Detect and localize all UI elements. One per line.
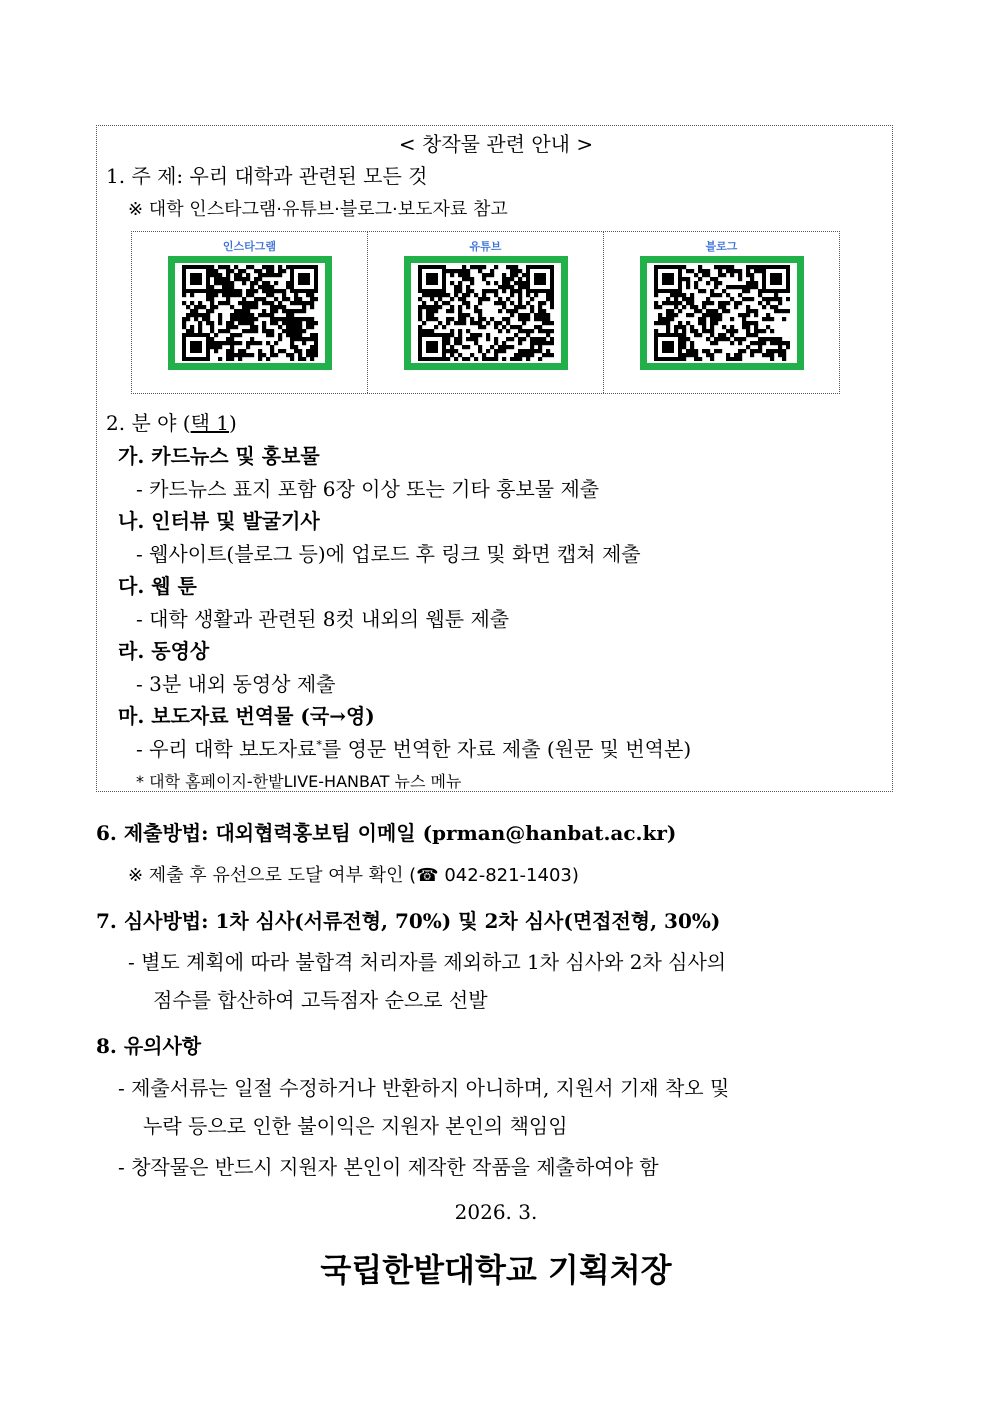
field-d-title: 라. 동영상 <box>118 639 210 663</box>
guide-item-topic: 1. 주 제: 우리 대학과 관련된 모든 것 <box>106 164 428 188</box>
section-7-title: 7. 심사방법: 1차 심사(서류전형, 70%) 및 2차 심사(면접전형, 30%) <box>96 909 721 933</box>
guide-item-topic-note: ※ 대학 인스타그램·유튜브·블로그·보도자료 참고 <box>128 199 508 220</box>
field-e-title: 마. 보도자료 번역물 (국→영) <box>118 704 375 728</box>
section-8-bullet1-line2: 누락 등으로 인한 불이익은 지원자 본인의 책임임 <box>143 1114 568 1138</box>
section-7-line1: - 별도 계획에 따라 불합격 처리자를 제외하고 1차 심사와 2차 심사의 <box>128 950 727 974</box>
qr-cell-instagram <box>132 232 367 393</box>
field-b-title: 나. 인터뷰 및 발굴기사 <box>118 509 320 533</box>
guide-item-field: 2. 분 야 (택 1) <box>106 411 237 435</box>
field-c-desc: - 대학 생활과 관련된 8컷 내외의 웹툰 제출 <box>136 607 510 631</box>
document-date: 2026. 3. <box>454 1200 538 1224</box>
qr-code-icon[interactable] <box>418 265 554 361</box>
qr-code-icon[interactable] <box>182 265 318 361</box>
qr-frame <box>640 256 804 370</box>
qr-frame <box>168 256 332 370</box>
section-6-note: ※ 제출 후 유선으로 도달 여부 확인 (☎ 042-821-1403) <box>128 865 579 886</box>
field-b-desc: - 웹사이트(블로그 등)에 업로드 후 링크 및 화면 캡쳐 제출 <box>136 542 641 566</box>
signature-title: 국립한밭대학교 기획처장 <box>320 1251 672 1289</box>
section-8-title: 8. 유의사항 <box>96 1034 202 1058</box>
field-d-desc: - 3분 내외 동영상 제출 <box>136 672 336 696</box>
section-8-bullet2: - 창작물은 반드시 지원자 본인이 제작한 작품을 제출하여야 함 <box>118 1155 659 1179</box>
field-e-note: * 대학 홈페이지-한밭LIVE-HANBAT 뉴스 메뉴 <box>136 772 462 791</box>
qr-label: 블로그 <box>705 240 738 253</box>
section-6-title: 6. 제출방법: 대외협력홍보팀 이메일 (prman@hanbat.ac.kr) <box>96 821 677 845</box>
section-7-line2: 점수를 합산하여 고득점자 순으로 선발 <box>153 988 488 1012</box>
guide-heading: < 창작물 관련 안내 > <box>398 132 594 156</box>
field-a-title: 가. 카드뉴스 및 홍보물 <box>118 444 320 468</box>
qr-cell-blog <box>603 232 839 393</box>
field-c-title: 다. 웹 툰 <box>118 574 197 598</box>
qr-code-table <box>131 231 840 394</box>
field-a-desc: - 카드뉴스 표지 포함 6장 이상 또는 기타 홍보물 제출 <box>136 477 600 501</box>
qr-code-icon[interactable] <box>654 265 790 361</box>
select-one-label: 택 1 <box>190 411 230 435</box>
qr-cell-youtube <box>367 232 603 393</box>
section-8-bullet1-line1: - 제출서류는 일절 수정하거나 반환하지 아니하며, 지원서 기재 착오 및 <box>118 1076 730 1100</box>
qr-frame <box>404 256 568 370</box>
qr-label: 인스타그램 <box>222 240 277 253</box>
qr-label: 유튜브 <box>469 240 502 253</box>
field-e-desc: - 우리 대학 보도자료*를 영문 번역한 자료 제출 (원문 및 번역본) <box>136 737 692 761</box>
